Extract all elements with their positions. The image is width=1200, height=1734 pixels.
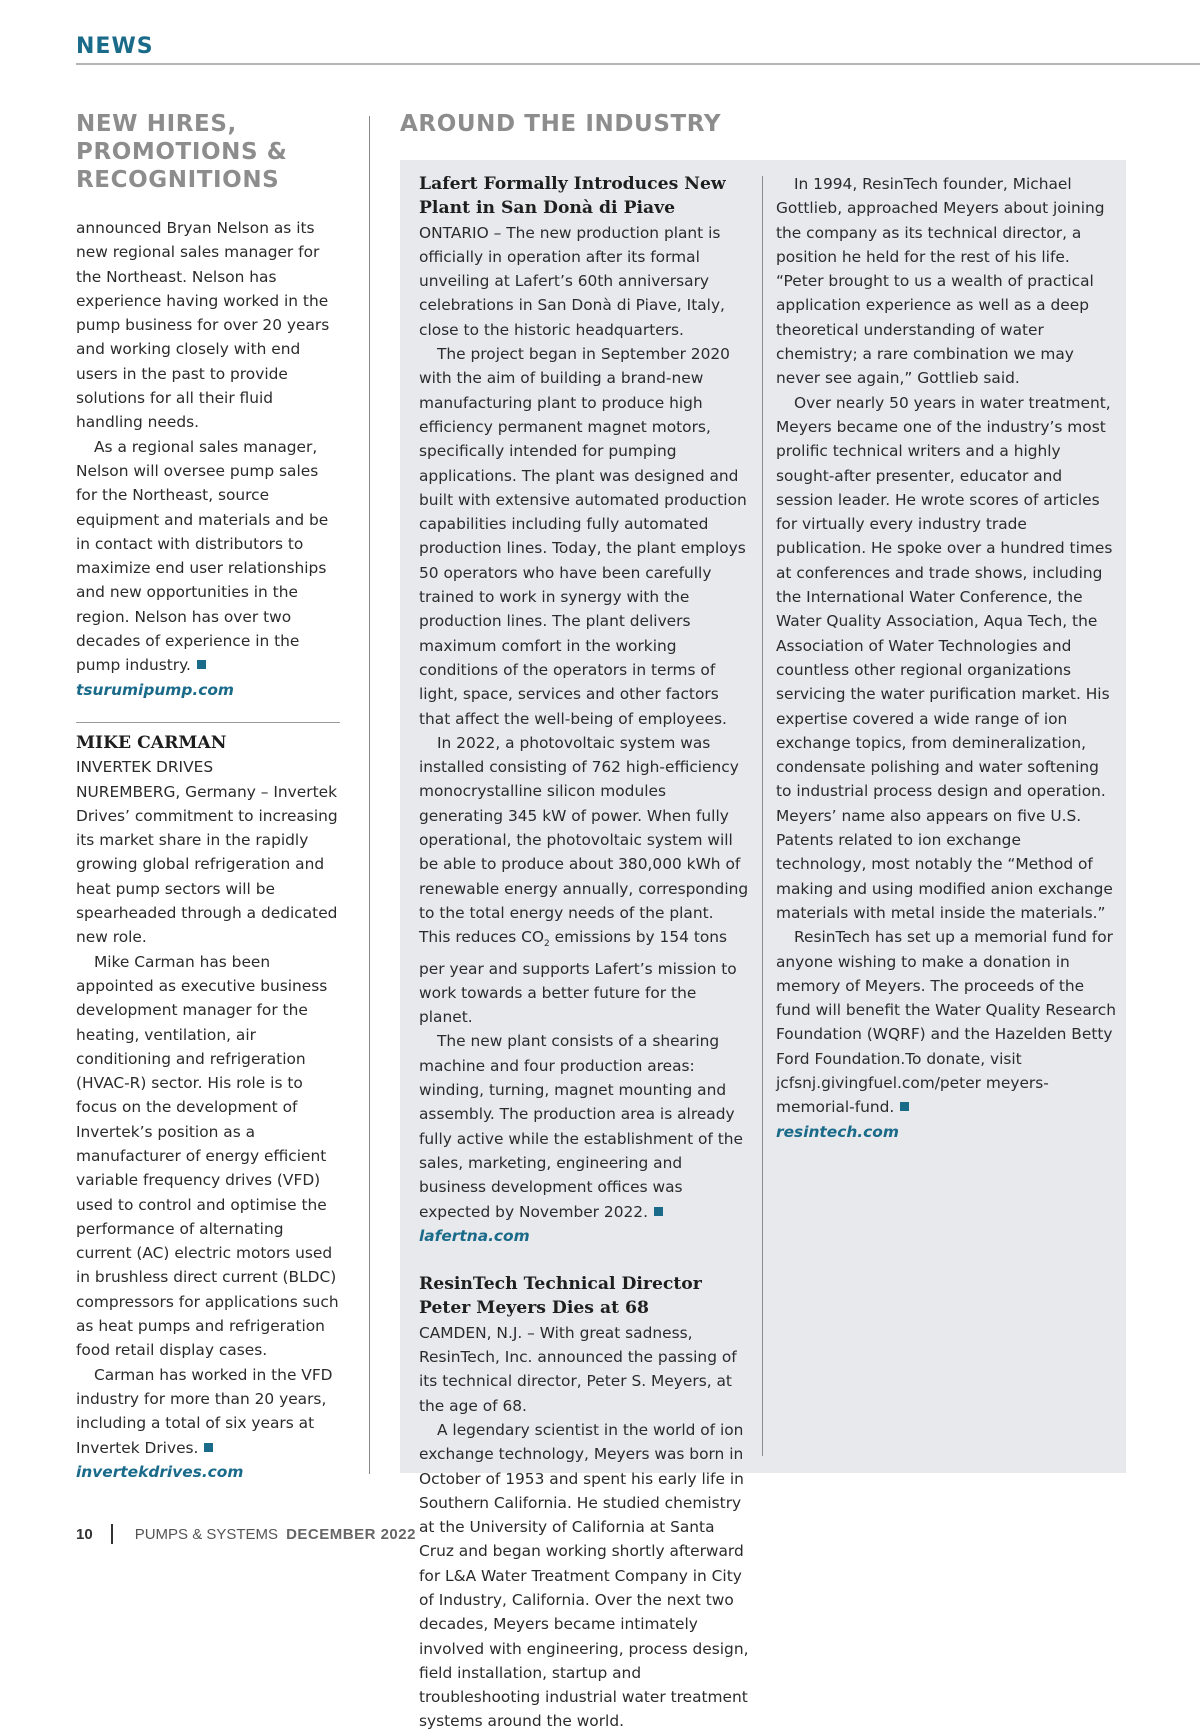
page-number: 10	[76, 1525, 93, 1543]
tsurumipump-link[interactable]: tsurumipump.com	[76, 680, 234, 699]
new-hires-column	[76, 110, 340, 1484]
page-footer	[76, 1524, 416, 1544]
person-name: MIKE CARMAN	[76, 732, 227, 753]
carman-paragraph-3: Carman has worked in the VFD industry for more than 20 years, including a total of six years at Invertek Drives.	[76, 1365, 333, 1457]
section-label: NEWS	[76, 34, 154, 59]
nelson-paragraph-1: announced Bryan Nelson as its new regional sales manager for the Northeast. Nelson has experience having worked in the pump business for over 20 years and working closely with end users in the past to provide solutions for all their fluid handling needs.	[76, 219, 330, 432]
resintech-paragraph-4: Over nearly 50 years in water treatment, Meyers became one of the industry’s most prolific technical writers and a highly sought-after presenter, educator and session leader. He wrote scores of articles for virtually every industry trade publication. He spoke over a hundred times at conferences and trade shows, including the International Water Conference, the Water Quality Association, Aqua Tech, the Association of Water Technologies and countless other regional organizations servicing the water purification market. His expertise covered a wide range of ion exchange topics, from demineralization, condensate polishing and water softening to industrial process design and operation. Meyers’ name also appears on five U.S. Patents related to ion exchange technology, most notably the “Method of making and using modified anion exchange materials with metal inside the materials.”	[776, 393, 1113, 922]
top-rule	[76, 63, 1200, 65]
invertekdrives-link[interactable]: invertekdrives.com	[76, 1462, 244, 1481]
resintech-article-title: ResinTech Technical Director Peter Meyers Dies at 68	[419, 1274, 702, 1319]
lafert-paragraph-2: The project began in September 2020 with the aim of building a brand-new manufacturing plant to produce high efficiency permanent magnet motors, specifically intended for pumping applications. The plant was designed and built with extensive automated production capabilities including fully automated production lines. Today, the plant employs 50 operators who have been carefully trained to work in synergy with the production lines. The plant delivers maximum comfort in the working conditions of the operators in terms of light, space, services and other factors that affect the well-being of employees.	[419, 345, 747, 728]
section-divider	[76, 722, 340, 723]
lafert-article-title: Lafert Formally Introduces New Plant in San Donà di Piave	[419, 174, 726, 219]
industry-column-2	[776, 172, 1116, 1144]
end-mark-icon	[654, 1207, 663, 1216]
lafertna-link[interactable]: lafertna.com	[419, 1226, 530, 1245]
person-company: INVERTEK DRIVES	[76, 758, 214, 777]
nelson-paragraph-2: As a regional sales manager, Nelson will oversee pump sales for the Northeast, source equipment and materials and be in contact with distributors to maximize end user relationships and new opportunities in the region. Nelson has over two decades of experience in the pump industry.	[76, 437, 329, 675]
industry-heading: AROUND THE INDUSTRY	[400, 111, 722, 137]
end-mark-icon	[900, 1102, 909, 1111]
carman-paragraph-2: Mike Carman has been appointed as executive business development manager for the heating, ventilation, air conditioning and refrigeration (HVAC-R) sector. His role is to focus on the development of Invertek’s position as a manufacturer of energy efficient variable frequency drives (VFD) used to control and optimise the performance of alternating current (AC) electric motors used in brushless direct current (BLDC) compressors for applications such as heat pumps and refrigeration food retail display cases.	[76, 952, 339, 1360]
publication-name: PUMPS & SYSTEMS	[134, 1525, 279, 1543]
resintech-paragraph-2: A legendary scientist in the world of ion exchange technology, Meyers was born in October of 1953 and spent his early life in Southern California. He studied chemistry at the University of California at Santa Cruz and began working shortly afterward for L&A Water Treatment Company in City of Industry, California. Over the next two decades, Meyers became intimately involved with engineering, process design, field installation, startup and troubleshooting industrial water treatment systems around the world.	[419, 1420, 749, 1731]
resintech-paragraph-5: ResinTech has set up a memorial fund for anyone wishing to make a donation in memory of Meyers. The proceeds of the fund will benefit the Water Quality Research Foundation (WQRF) and the Hazelden Betty Ford Foundation.To donate, visit jcfsnj.givingfuel.com/peter meyers-memorial-fund.	[776, 928, 1116, 1117]
new-hires-heading: NEW HIRES, PROMOTIONS & RECOGNITIONS	[76, 111, 288, 193]
column-divider	[369, 116, 370, 1474]
lafert-paragraph-4: The new plant consists of a shearing machine and four production areas: winding, turning, magnet mounting and assembly. The production area is already fully active while the establishment of the sales, marketing, engineering and business development offices was expected by November 2022.	[419, 1032, 743, 1221]
lafert-paragraph-1: ONTARIO – The new production plant is officially in operation after its formal unveiling at Lafert’s 60th anniversary celebrations in San Donà di Piave, Italy, close to the historic headquarters.	[419, 223, 725, 339]
industry-column-1	[419, 172, 749, 1734]
resintech-link[interactable]: resintech.com	[776, 1122, 899, 1141]
resintech-paragraph-3: In 1994, ResinTech founder, Michael Gottlieb, approached Meyers about joining the company as its technical director, a position he held for the rest of his life. “Peter brought to us a wealth of practical application experience as well as a deep theoretical understanding of water chemistry; a rare combination we may never see again,” Gottlieb said.	[776, 175, 1105, 388]
carman-paragraph-1: NUREMBERG, Germany – Invertek Drives’ commitment to increasing its market share in the rapidly growing global refrigeration and heat pump sectors will be spearheaded through a dedicated new role.	[76, 782, 338, 947]
resintech-paragraph-1: CAMDEN, N.J. – With great sadness, ResinTech, Inc. announced the passing of its technical director, Peter S. Meyers, at the age of 68.	[419, 1323, 737, 1415]
footer-divider	[111, 1524, 113, 1544]
end-mark-icon	[197, 660, 206, 669]
panel-column-divider	[762, 176, 763, 1456]
lafert-paragraph-3: In 2022, a photovoltaic system was installed consisting of 762 high-efficiency monocrystalline silicon modules generating 345 kW of power. When fully operational, the photovoltaic system will be able to produce about 380,000 kWh of renewable energy annually, corresponding to the total energy needs of the plant. This reduces $CO_2$ emissions by 154 tons per year and supports Lafert’s mission to work towards a better future for the planet.	[419, 733, 749, 1027]
issue-date: DECEMBER 2022	[286, 1525, 416, 1543]
end-mark-icon	[204, 1443, 213, 1452]
